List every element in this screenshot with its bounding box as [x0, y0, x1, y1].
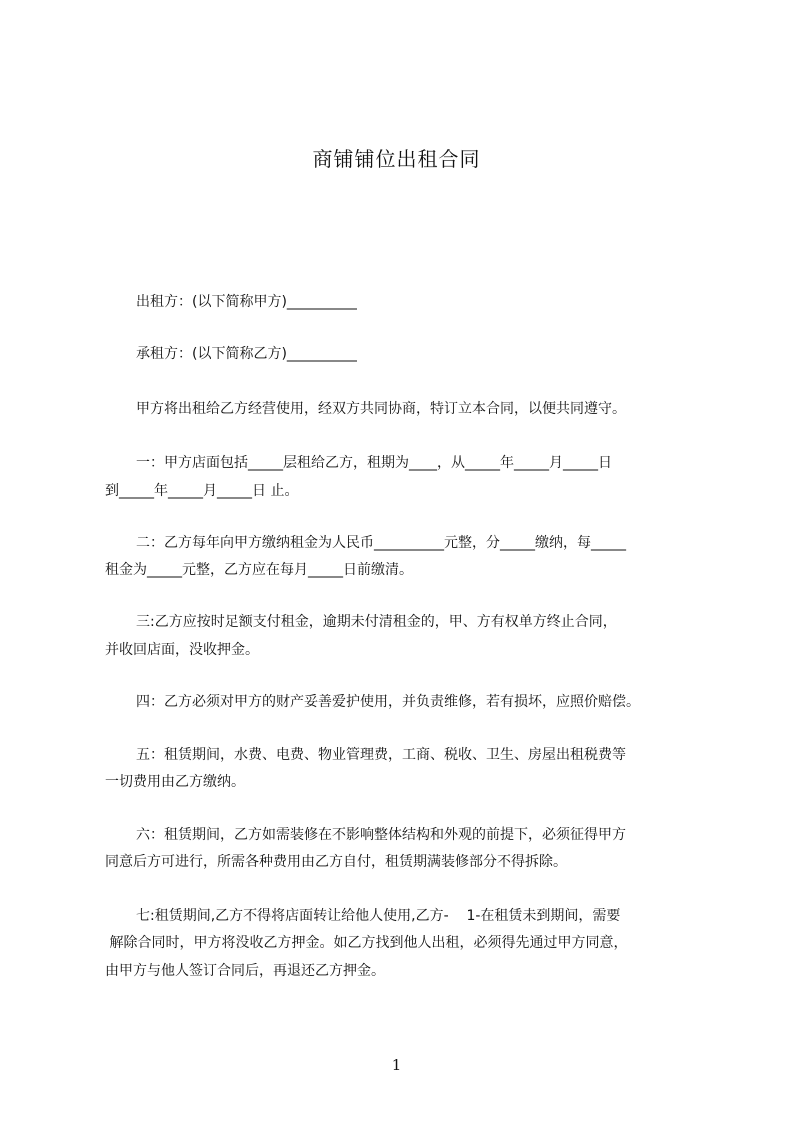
clause-6-line-2: 同意后方可进行，所需各种费用由乙方自付，租赁期满装修部分不得拆除。: [105, 854, 567, 870]
lessor-line: 出租方：(以下简称甲方)__________: [136, 294, 357, 310]
clause-1-line-1: 一：甲方店面包括_____层租给乙方，租期为____，从_____年_____月_____日: [136, 455, 612, 471]
clause-6-line-1: 六：租赁期间，乙方如需装修在不影响整体结构和外观的前提下，必须征得甲方: [136, 827, 626, 843]
clause-3-line-1: 三:乙方应按时足额支付租金，逾期未付清租金的，甲、方有权单方终止合同，: [136, 614, 617, 630]
preamble-paragraph: 甲方将出租给乙方经营使用，经双方共同协商，特订立本合同，以便共同遵守。: [136, 401, 626, 417]
lessee-line: 承租方：(以下简称乙方)__________: [136, 346, 357, 362]
clause-7-line-1: 七:租赁期间,乙方不得将店面转让给他人使用,乙方- 1-在租赁未到期间，需要: [136, 908, 621, 924]
clause-2-line-1: 二：乙方每年向甲方缴纳租金为人民币__________元整，分_____缴纳，每_____: [136, 535, 626, 551]
clause-7-line-2: 解除合同时，甲方将没收乙方押金。如乙方找到他人出租，必须得先通过甲方同意，: [105, 935, 628, 951]
clause-2-line-2: 租金为_____元整，乙方应在每月_____日前缴清。: [105, 562, 413, 578]
clause-7-line-3: 由甲方与他人签订合同后，再退还乙方押金。: [105, 963, 385, 979]
clause-5-line-2: 一切费用由乙方缴纳。: [105, 774, 245, 790]
clause-4-line-1: 四：乙方必须对甲方的财产妥善爱护使用，并负责维修，若有损坏，应照价赔偿。: [136, 694, 640, 710]
clause-1-line-2: 到_____年_____月_____日 止。: [105, 483, 299, 499]
clause-3-line-2: 并收回店面，没收押金。: [105, 642, 259, 658]
page-number: 1: [391, 1056, 402, 1074]
clause-5-line-1: 五：租赁期间，水费、电费、物业管理费，工商、税收、卫生、房屋出租税费等: [136, 747, 626, 763]
document-title: 商铺铺位出租合同: [312, 147, 481, 171]
